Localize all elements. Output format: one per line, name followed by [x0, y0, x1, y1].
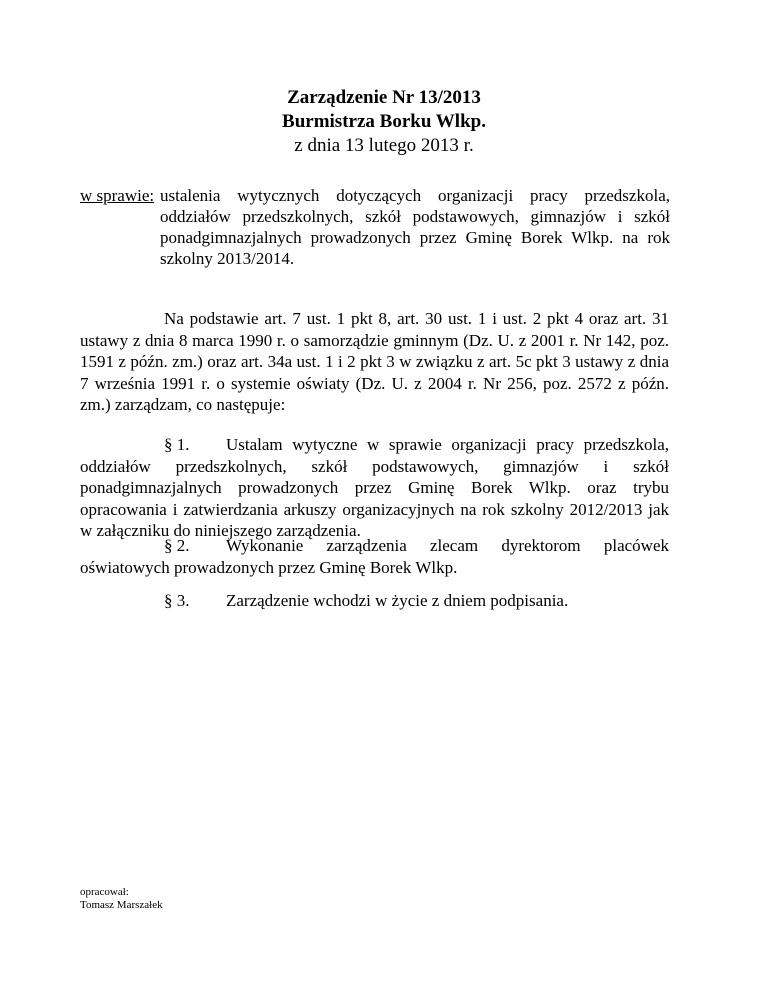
document-date: z dnia 13 lutego 2013 r. [294, 135, 474, 156]
section-2-text: Wykonanie zarządzenia zlecam dyrektorom placówek oświatowych prowadzonych przez Gminę Borek Wlkp. [80, 536, 669, 577]
section-3 [80, 590, 669, 612]
subject-text: ustalenia wytycznych dotyczących organizacji pracy przedszkola, oddziałów przedszkolnych, szkół podstawowych, gimnazjów i szkół ponadgimnazjalnych prowadzonych przez Gminę Borek Wlkp. na rok szkolny 2013/2014. [160, 186, 670, 268]
prepared-by-label: opracował: [80, 886, 129, 898]
legal-basis-paragraph: Na podstawie art. 7 ust. 1 pkt 8, art. 30 ust. 1 i ust. 2 pkt 4 oraz art. 31 ustawy z dnia 8 marca 1990 r. o samorządzie gminnym (Dz. U. z 2001 r. Nr 142, poz. 1591 z późn. zm.) oraz art. 34a ust. 1 i 2 pkt 3 w związku z art. 5c pkt 3 ustawy z dnia 7 września 1991 r. o systemie oświaty (Dz. U. z 2004 r. Nr 256, poz. 2572 z późn. zm.) zarządzam, co następuje: [80, 309, 669, 414]
section-3-number: § 3. [164, 591, 190, 610]
section-2-number: § 2. [164, 536, 190, 555]
issuing-authority: Burmistrza Borku Wlkp. [282, 111, 486, 132]
section-2 [80, 535, 669, 578]
document-title: Zarządzenie Nr 13/2013 [287, 87, 481, 108]
section-3-text: Zarządzenie wchodzi w życie z dniem podpisania. [226, 591, 569, 610]
prepared-by-footer [80, 886, 163, 912]
subject-label: w sprawie: [80, 186, 155, 205]
section-1 [80, 434, 669, 542]
subject-section [80, 185, 670, 269]
prepared-by-author: Tomasz Marszałek [80, 899, 163, 911]
section-1-number: § 1. [164, 435, 190, 454]
document-header [0, 86, 768, 158]
section-1-text: Ustalam wytyczne w sprawie organizacji pracy przedszkola, oddziałów przedszkolnych, szkół podstawowych, gimnazjów i szkół ponadgimnazjalnych prowadzonych przez Gminę Borek Wlkp. oraz trybu opracowania i zatwierdzania arkuszy organizacyjnych na rok szkolny 2012/2013 jak w załączniku do niniejszego zarządzenia. [80, 435, 669, 540]
